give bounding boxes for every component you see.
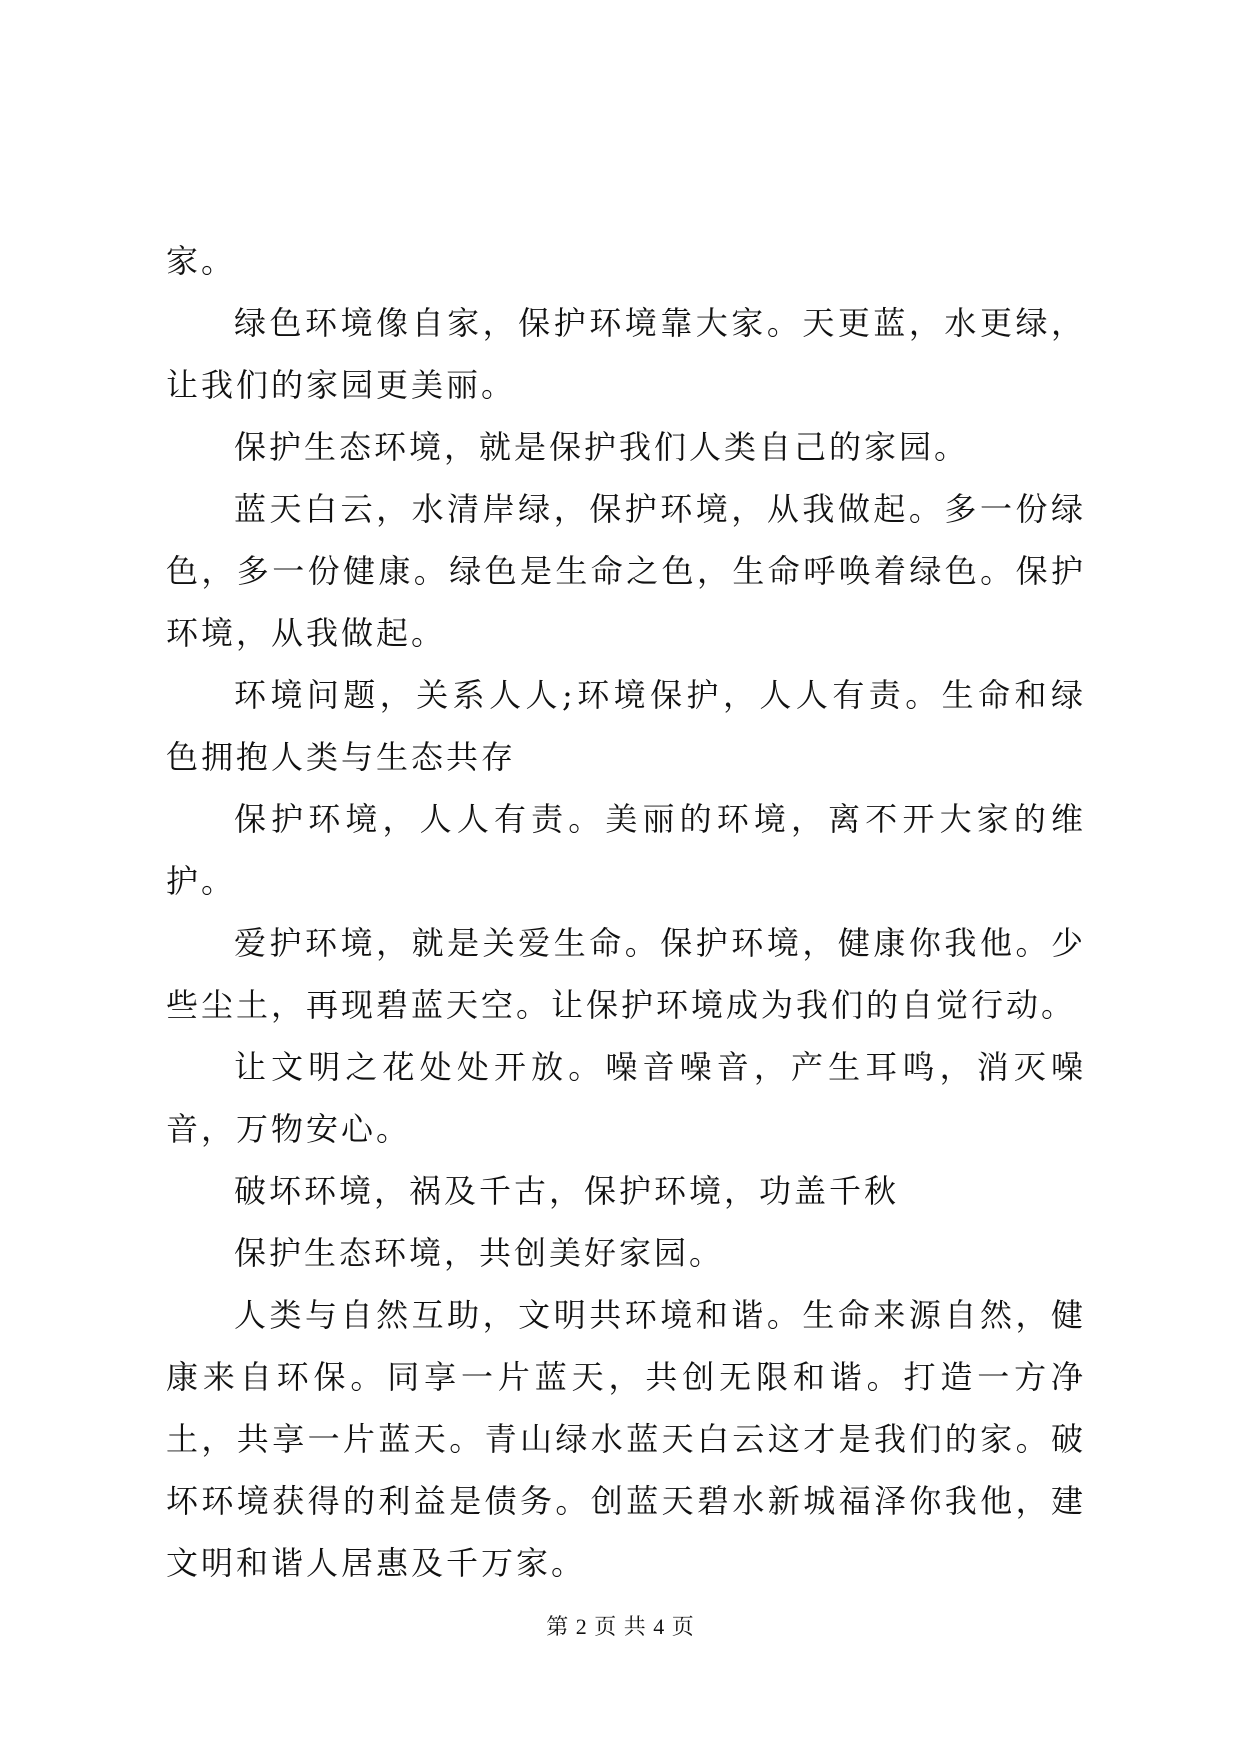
page-number-footer: 第 2 页 共 4 页 — [546, 1614, 695, 1639]
paragraph: 让文明之花处处开放。噪音噪音，产生耳鸣，消灭噪音，万物安心。 — [166, 1048, 1086, 1148]
paragraph: 人类与自然互助，文明共环境和谐。生命来源自然，健康来自环保。同享一片蓝天，共创无限和谐。打造一方净土，共享一片蓝天。青山绿水蓝天白云这才是我们的家。破坏环境获得的利益是债务。创蓝天碧水新城福泽你我他，建文明和谐人居惠及千万家。 — [166, 1296, 1086, 1582]
document-body — [166, 230, 1086, 1594]
paragraph: 蓝天白云，水清岸绿，保护环境，从我做起。多一份绿色，多一份健康。绿色是生命之色，生命呼唤着绿色。保护环境，从我做起。 — [166, 490, 1086, 652]
paragraph: 保护环境，人人有责。美丽的环境，离不开大家的维护。 — [166, 800, 1086, 900]
paragraph: 爱护环境，就是关爱生命。保护环境，健康你我他。少些尘土，再现碧蓝天空。让保护环境成为我们的自觉行动。 — [166, 924, 1086, 1024]
paragraph: 保护生态环境，共创美好家园。 — [234, 1234, 725, 1272]
paragraph: 破坏环境，祸及千古，保护环境，功盖千秋 — [234, 1172, 900, 1210]
paragraph: 保护生态环境，就是保护我们人类自己的家园。 — [234, 428, 970, 466]
paragraph: 绿色环境像自家，保护环境靠大家。天更蓝，水更绿，让我们的家园更美丽。 — [166, 304, 1086, 404]
paragraph-continuation: 家。 — [166, 242, 237, 280]
paragraph: 环境问题，关系人人;环境保护，人人有责。生命和绿色拥抱人类与生态共存 — [166, 676, 1086, 776]
